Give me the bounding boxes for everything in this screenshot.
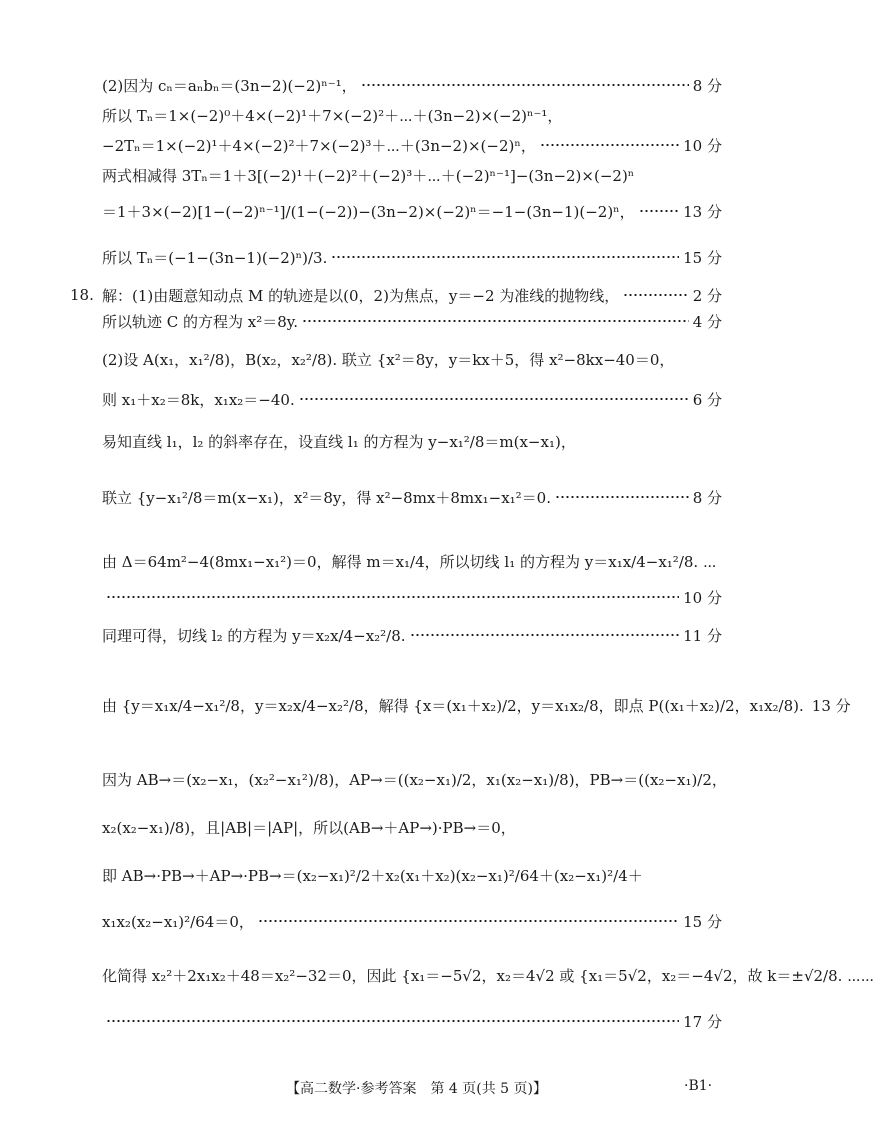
line-text: x₁x₂(x₂−x₁)²/64＝0， [102,912,254,931]
page-footer [0,1078,800,1102]
score-label: 10 分 [683,588,722,607]
answer-line [102,346,722,372]
score-label: 15 分 [683,248,722,267]
line-text: 所以 Tₙ＝(−1−(3n−1)(−2)ⁿ)/3. [102,248,328,267]
answer-line [102,132,722,158]
footer-title: 【高二数学·参考答案 第 4 页(共 5 页)】 [286,1081,547,1097]
footer-code: ·B1· [684,1078,713,1094]
line-text: 所以轨迹 C 的方程为 x²＝8y. [102,312,299,331]
line-text: (2)因为 cₙ＝aₙbₙ＝(3n−2)(−2)ⁿ⁻¹， [102,76,357,95]
line-text: 由 Δ＝64m²−4(8mx₁−x₁²)＝0，解得 m＝x₁/4，所以切线 l₁ 的方程为 y＝x₁x/4−x₁²/8. ⋯ [102,552,717,571]
score-label: 13 分 [683,202,722,221]
answer-line [102,102,722,128]
line-text: 易知直线 l₁，l₂ 的斜率存在，设直线 l₁ 的方程为 y−x₁²/8＝m(x−x₁)， [102,432,576,451]
line-text: 解：(1)由题意知动点 M 的轨迹是以(0，2)为焦点，y＝−2 为准线的抛物线， [102,286,620,305]
score-label: 17 分 [683,1012,722,1031]
answer-line [102,1008,722,1034]
answer-line [102,162,722,188]
leader-dots [361,84,689,86]
answer-line [102,484,722,510]
score-label: 11 分 [683,626,722,645]
line-text: 即 AB→·PB→＋AP→·PB→＝(x₂−x₁)²/2＋x₂(x₁＋x₂)(x₂−x₁)²/64＋(x₂−x₁)²/4＋ [102,866,643,885]
answer-line [102,72,722,98]
question-number: 18. [70,286,94,304]
score-label: 4 分 [692,312,722,331]
score-label: 8 分 [692,76,722,95]
score-label: 6 分 [692,390,722,409]
line-text: (2)设 A(x₁，x₁²/8)，B(x₂，x₂²/8). 联立 {x²＝8y，y＝kx＋5，得 x²−8kx−40＝0， [102,350,675,369]
answer-line [102,814,722,840]
leader-dots [299,398,689,400]
line-text: 联立 {y−x₁²/8＝m(x−x₁)，x²＝8y，得 x²−8mx＋8mx₁−x₁²＝0. [102,488,551,507]
line-text: 化简得 x₂²＋2x₁x₂＋48＝x₂²−32＝0，因此 {x₁＝−5√2，x₂＝4√2 或 {x₁＝5√2，x₂＝−4√2，故 k＝±√2/8. ⋯⋯ [102,966,874,985]
score-label: 13 分 [811,696,851,715]
leader-dots [106,596,679,598]
leader-dots [410,634,680,636]
answer-line [102,862,722,888]
answer-line [102,962,874,988]
score-label: 10 分 [683,136,722,155]
line-text: 则 x₁＋x₂＝8k，x₁x₂＝−40. [102,390,295,409]
answer-line [102,198,722,224]
answer-line [102,308,722,334]
answer-line [102,386,722,412]
answer-line [102,584,722,610]
leader-dots [639,210,679,212]
answer-line [102,548,722,574]
leader-dots [331,256,679,258]
line-text: 两式相减得 3Tₙ＝1＋3[(−2)¹＋(−2)²＋(−2)³＋⋯＋(−2)ⁿ⁻¹]−(3n−2)×(−2)ⁿ [102,166,635,185]
leader-dots [258,920,679,922]
leader-dots [540,144,679,146]
leader-dots [302,320,689,322]
answer-line [102,428,722,454]
line-text: ＝1＋3×(−2)[1−(−2)ⁿ⁻¹]/(1−(−2))−(3n−2)×(−2)ⁿ＝−1−(3n−1)(−2)ⁿ， [102,202,635,221]
line-text: 由 {y＝x₁x/4−x₁²/8，y＝x₂x/4−x₂²/8，解得 {x＝(x₁＋x₂)/2，y＝x₁x₂/8，即点 P((x₁＋x₂)/2，x₁x₂/8). [102,696,804,715]
answer-line [70,282,722,308]
answer-line [102,908,722,934]
line-text: 所以 Tₙ＝1×(−2)⁰＋4×(−2)¹＋7×(−2)²＋⋯＋(3n−2)×(−2)ⁿ⁻¹， [102,106,563,125]
line-text: 同理可得，切线 l₂ 的方程为 y＝x₂x/4−x₂²/8. [102,626,406,645]
leader-dots [106,1020,679,1022]
score-label: 2 分 [692,286,722,305]
line-text: 因为 AB→＝(x₂−x₁，(x₂²−x₁²)/8)，AP→＝((x₂−x₁)/2，x₁(x₂−x₁)/8)，PB→＝((x₂−x₁)/2， [102,770,727,789]
line-text: x₂(x₂−x₁)/8)，且|AB|＝|AP|，所以(AB→＋AP→)·PB→＝0， [102,818,516,837]
answer-line [102,766,727,792]
answer-line [102,622,722,648]
score-label: 8 分 [692,488,722,507]
line-text: −2Tₙ＝1×(−2)¹＋4×(−2)²＋7×(−2)³＋⋯＋(3n−2)×(−2)ⁿ， [102,136,536,155]
score-label: 15 分 [683,912,722,931]
leader-dots [623,294,688,296]
answer-line [102,692,851,718]
answer-line [102,244,722,270]
leader-dots [555,496,689,498]
